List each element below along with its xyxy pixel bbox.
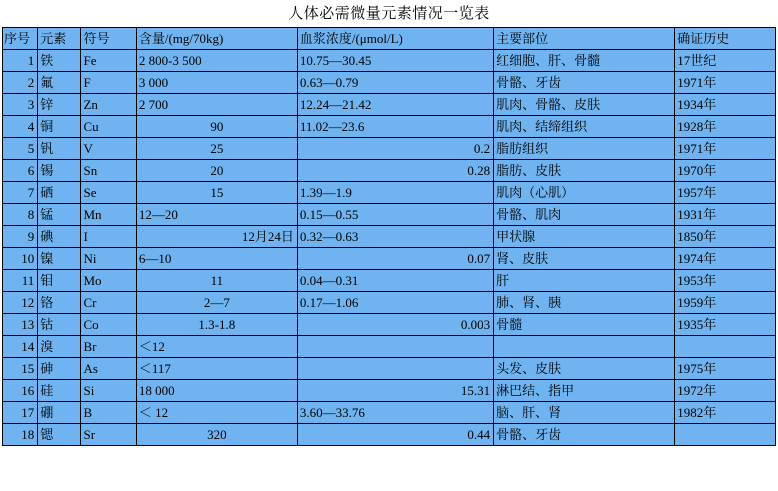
cell-element[interactable]: 砷	[38, 358, 81, 380]
table-row	[3, 270, 776, 292]
cell-main-site[interactable]: 肾、皮肤	[494, 248, 675, 270]
cell-concentration[interactable]: 0.44	[297, 424, 493, 446]
cell-seq[interactable]: 1	[3, 50, 38, 72]
column-header-main-site: 主要部位	[494, 28, 675, 50]
cell-seq[interactable]: 7	[3, 182, 38, 204]
cell-concentration[interactable]: 1.39—1.9	[297, 182, 493, 204]
cell-amount[interactable]: 15	[136, 182, 297, 204]
table-row	[3, 358, 776, 380]
elements-table	[2, 27, 776, 446]
cell-symbol[interactable]: Si	[81, 380, 136, 402]
cell-main-site[interactable]: 脂肪、皮肤	[494, 160, 675, 182]
cell-concentration[interactable]: 0.04—0.31	[297, 270, 493, 292]
cell-history[interactable]: 1972年	[675, 380, 776, 402]
cell-history[interactable]: 1957年	[675, 182, 776, 204]
table-header-row	[3, 28, 776, 50]
table-row	[3, 94, 776, 116]
cell-symbol[interactable]: Se	[81, 182, 136, 204]
column-header-concentration: 血浆浓度/(μmol/L)	[297, 28, 493, 50]
cell-main-site[interactable]: 肺、肾、胰	[494, 292, 675, 314]
cell-main-site[interactable]: 骨骼、牙齿	[494, 72, 675, 94]
cell-symbol[interactable]: Sr	[81, 424, 136, 446]
cell-amount[interactable]: 1.3-1.8	[136, 314, 297, 336]
cell-amount[interactable]: ＜117	[136, 358, 297, 380]
cell-seq[interactable]: 4	[3, 116, 38, 138]
table-row	[3, 138, 776, 160]
cell-amount[interactable]: 90	[136, 116, 297, 138]
column-header-symbol: 符号	[81, 28, 136, 50]
cell-history[interactable]: 1928年	[675, 116, 776, 138]
cell-symbol[interactable]: V	[81, 138, 136, 160]
cell-element[interactable]: 锡	[38, 160, 81, 182]
cell-seq[interactable]: 18	[3, 424, 38, 446]
cell-main-site[interactable]: 脂肪组织	[494, 138, 675, 160]
table-row	[3, 424, 776, 446]
cell-seq[interactable]: 8	[3, 204, 38, 226]
table-row	[3, 50, 776, 72]
cell-symbol[interactable]: Zn	[81, 94, 136, 116]
cell-element[interactable]: 镍	[38, 248, 81, 270]
cell-history[interactable]: 1850年	[675, 226, 776, 248]
column-header-seq: 序号	[3, 28, 38, 50]
cell-amount[interactable]: 2 700	[136, 94, 297, 116]
cell-seq[interactable]: 10	[3, 248, 38, 270]
cell-main-site[interactable]: 骨骼、肌肉	[494, 204, 675, 226]
cell-history[interactable]: 1971年	[675, 72, 776, 94]
page-title: 人体必需微量元素情况一览表	[288, 6, 490, 22]
cell-amount[interactable]: 20	[136, 160, 297, 182]
cell-element[interactable]: 钒	[38, 138, 81, 160]
cell-amount[interactable]: ＜12	[136, 336, 297, 358]
cell-symbol[interactable]: Co	[81, 314, 136, 336]
cell-seq[interactable]: 3	[3, 94, 38, 116]
cell-symbol[interactable]: Ni	[81, 248, 136, 270]
column-header-history: 确证历史	[675, 28, 776, 50]
cell-amount[interactable]: 6—10	[136, 248, 297, 270]
cell-history[interactable]: 1975年	[675, 358, 776, 380]
cell-history[interactable]: 1974年	[675, 248, 776, 270]
cell-amount[interactable]: 11	[136, 270, 297, 292]
cell-concentration[interactable]: 0.003	[297, 314, 493, 336]
table-row	[3, 248, 776, 270]
cell-amount[interactable]: 12月24日	[136, 226, 297, 248]
cell-main-site[interactable]: 肌肉（心肌）	[494, 182, 675, 204]
cell-concentration[interactable]: 0.07	[297, 248, 493, 270]
cell-seq[interactable]: 2	[3, 72, 38, 94]
cell-seq[interactable]: 15	[3, 358, 38, 380]
cell-seq[interactable]: 9	[3, 226, 38, 248]
cell-symbol[interactable]: Mo	[81, 270, 136, 292]
cell-amount[interactable]: 18 000	[136, 380, 297, 402]
cell-history[interactable]	[675, 336, 776, 358]
table-row	[3, 380, 776, 402]
cell-concentration[interactable]: 12.24—21.42	[297, 94, 493, 116]
cell-concentration[interactable]: 0.15—0.55	[297, 204, 493, 226]
cell-amount[interactable]: 12—20	[136, 204, 297, 226]
cell-symbol[interactable]: Br	[81, 336, 136, 358]
cell-element[interactable]: 铜	[38, 116, 81, 138]
cell-main-site[interactable]: 骨骼、牙齿	[494, 424, 675, 446]
cell-history[interactable]: 1953年	[675, 270, 776, 292]
cell-symbol[interactable]: As	[81, 358, 136, 380]
cell-element[interactable]: 铁	[38, 50, 81, 72]
cell-main-site[interactable]: 肌肉、骨骼、皮肤	[494, 94, 675, 116]
cell-history[interactable]: 1970年	[675, 160, 776, 182]
cell-history[interactable]	[675, 424, 776, 446]
cell-history[interactable]: 1934年	[675, 94, 776, 116]
cell-seq[interactable]: 11	[3, 270, 38, 292]
cell-concentration[interactable]: 0.63—0.79	[297, 72, 493, 94]
table-row	[3, 72, 776, 94]
table-row	[3, 116, 776, 138]
cell-element[interactable]: 溴	[38, 336, 81, 358]
cell-concentration[interactable]: 0.32—0.63	[297, 226, 493, 248]
cell-amount[interactable]: 2 800-3 500	[136, 50, 297, 72]
cell-amount[interactable]: ＜ 12	[136, 402, 297, 424]
table-row	[3, 292, 776, 314]
cell-concentration[interactable]: 0.17—1.06	[297, 292, 493, 314]
cell-seq[interactable]: 16	[3, 380, 38, 402]
cell-element[interactable]: 铬	[38, 292, 81, 314]
cell-concentration[interactable]: 11.02—23.6	[297, 116, 493, 138]
table-row	[3, 204, 776, 226]
cell-element[interactable]: 锌	[38, 94, 81, 116]
cell-symbol[interactable]: I	[81, 226, 136, 248]
table-row	[3, 314, 776, 336]
column-header-amount: 含量/(mg/70kg)	[136, 28, 297, 50]
column-header-element: 元素	[38, 28, 81, 50]
cell-main-site[interactable]: 脑、肝、肾	[494, 402, 675, 424]
cell-element[interactable]: 硒	[38, 182, 81, 204]
cell-history[interactable]: 1935年	[675, 314, 776, 336]
table-row	[3, 336, 776, 358]
cell-element[interactable]: 氟	[38, 72, 81, 94]
cell-symbol[interactable]: Mn	[81, 204, 136, 226]
cell-main-site[interactable]: 骨髓	[494, 314, 675, 336]
cell-main-site[interactable]: 头发、皮肤	[494, 358, 675, 380]
cell-element[interactable]: 钼	[38, 270, 81, 292]
table-row	[3, 182, 776, 204]
cell-main-site[interactable]: 红细胞、肝、骨髓	[494, 50, 675, 72]
cell-symbol[interactable]: B	[81, 402, 136, 424]
cell-main-site[interactable]: 肝	[494, 270, 675, 292]
cell-concentration[interactable]: 10.75—30.45	[297, 50, 493, 72]
cell-amount[interactable]: 3 000	[136, 72, 297, 94]
cell-symbol[interactable]: Cr	[81, 292, 136, 314]
cell-element[interactable]: 钴	[38, 314, 81, 336]
cell-main-site[interactable]: 淋巴结、指甲	[494, 380, 675, 402]
cell-amount[interactable]: 25	[136, 138, 297, 160]
cell-seq[interactable]: 13	[3, 314, 38, 336]
cell-history[interactable]: 1931年	[675, 204, 776, 226]
cell-element[interactable]: 锶	[38, 424, 81, 446]
cell-main-site[interactable]: 肌肉、结缔组织	[494, 116, 675, 138]
cell-history[interactable]: 1959年	[675, 292, 776, 314]
cell-main-site[interactable]	[494, 336, 675, 358]
cell-amount[interactable]: 2—7	[136, 292, 297, 314]
cell-history[interactable]: 1971年	[675, 138, 776, 160]
cell-seq[interactable]: 5	[3, 138, 38, 160]
table-body	[3, 28, 776, 446]
cell-amount[interactable]: 320	[136, 424, 297, 446]
cell-concentration[interactable]: 0.2	[297, 138, 493, 160]
cell-symbol[interactable]: Fe	[81, 50, 136, 72]
cell-symbol[interactable]: Cu	[81, 116, 136, 138]
cell-concentration[interactable]: 15.31	[297, 380, 493, 402]
cell-seq[interactable]: 14	[3, 336, 38, 358]
cell-history[interactable]: 17世纪	[675, 50, 776, 72]
cell-symbol[interactable]: F	[81, 72, 136, 94]
cell-concentration[interactable]: 3.60—33.76	[297, 402, 493, 424]
cell-concentration[interactable]	[297, 358, 493, 380]
cell-concentration[interactable]: 0.28	[297, 160, 493, 182]
cell-element[interactable]: 碘	[38, 226, 81, 248]
table-row	[3, 402, 776, 424]
cell-seq[interactable]: 12	[3, 292, 38, 314]
table-row	[3, 226, 776, 248]
cell-main-site[interactable]: 甲状腺	[494, 226, 675, 248]
cell-concentration[interactable]	[297, 336, 493, 358]
cell-element[interactable]: 硅	[38, 380, 81, 402]
cell-seq[interactable]: 17	[3, 402, 38, 424]
cell-seq[interactable]: 6	[3, 160, 38, 182]
cell-element[interactable]: 锰	[38, 204, 81, 226]
cell-history[interactable]: 1982年	[675, 402, 776, 424]
table-row	[3, 160, 776, 182]
cell-element[interactable]: 硼	[38, 402, 81, 424]
cell-symbol[interactable]: Sn	[81, 160, 136, 182]
